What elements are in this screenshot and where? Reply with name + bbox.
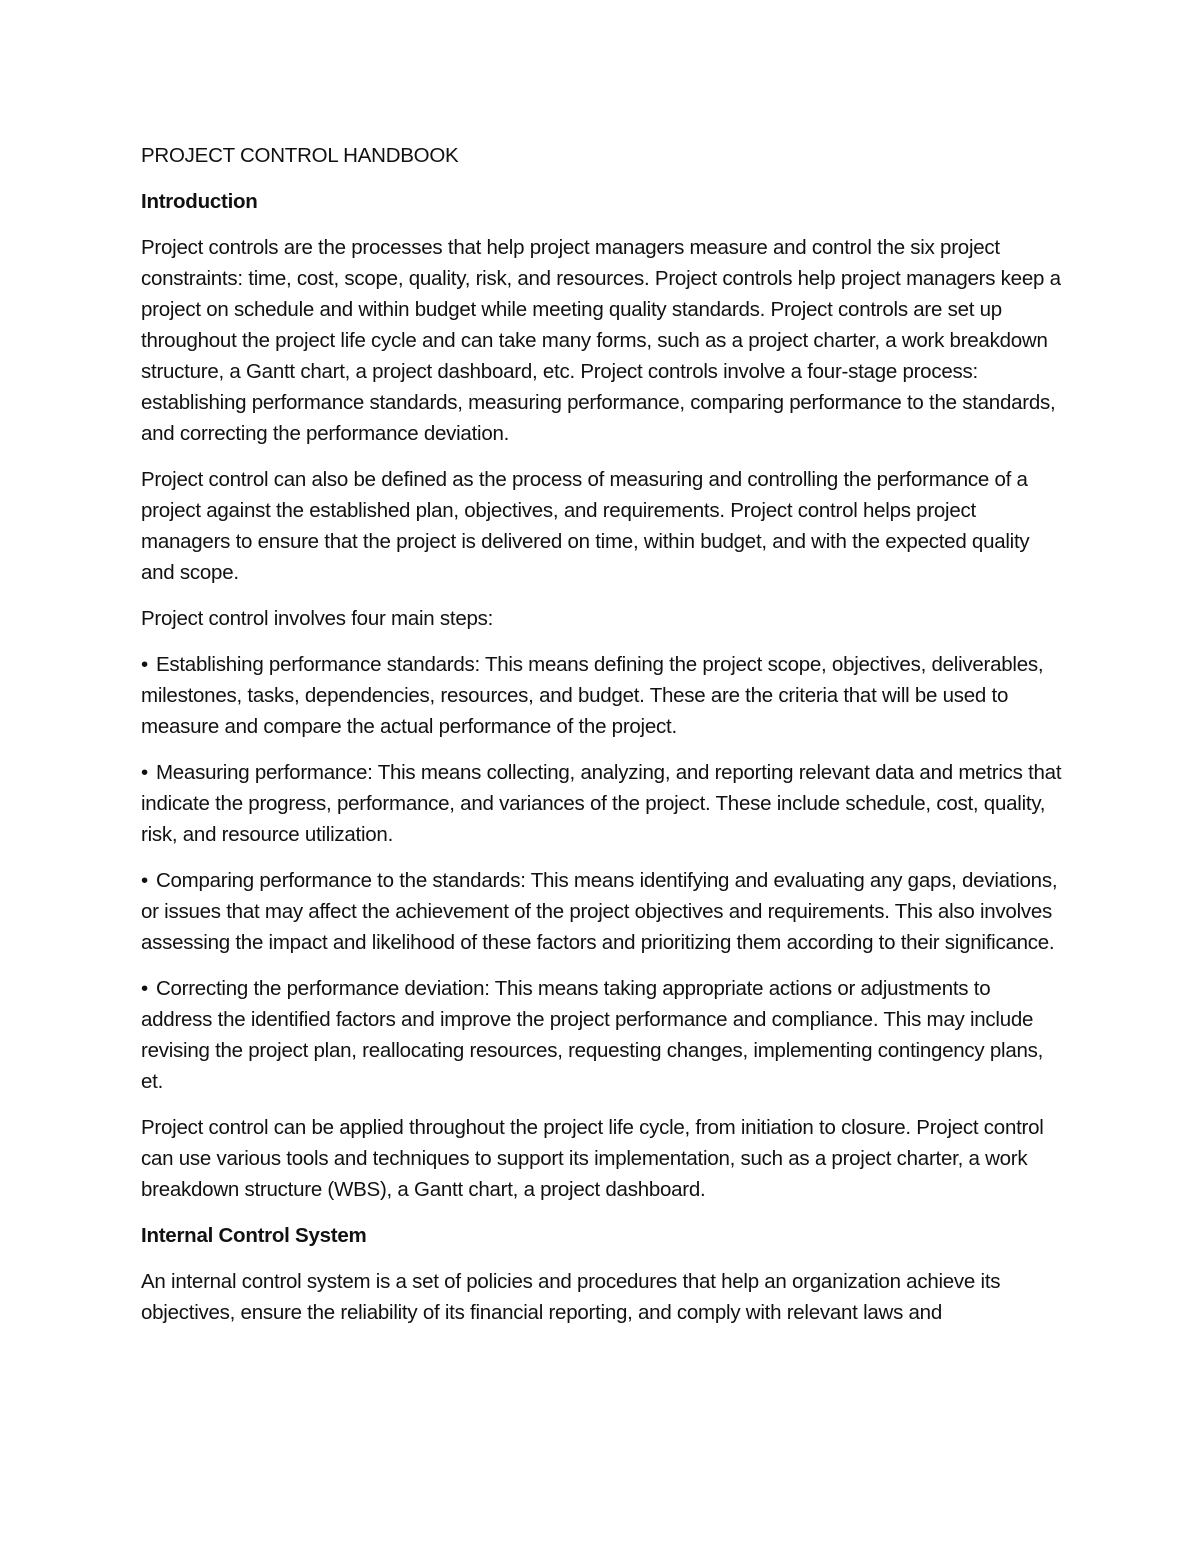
list-item: [141, 757, 1066, 850]
bullet-icon: •: [141, 761, 148, 784]
document-title: PROJECT CONTROL HANDBOOK: [141, 144, 459, 167]
section-heading-internal-control: Internal Control System: [141, 1224, 367, 1247]
bullet-icon: •: [141, 977, 148, 1000]
document-body: [141, 140, 1066, 1343]
internal-control-paragraph-1: An internal control system is a set of policies and procedures that help an organization achieve its objectives, ensure the reliability of its financial reporting, and comply with relevant laws and: [141, 1270, 1001, 1324]
bullet-text: Correcting the performance deviation: This means taking appropriate actions or adjustments to address the identified factors and improve the project performance and compliance. This may include revising the project plan, reallocating resources, requesting changes, implementing contingency plans, et.: [141, 977, 1044, 1093]
bullet-icon: •: [141, 653, 148, 676]
list-item: [141, 865, 1066, 958]
bullet-text: Measuring performance: This means collecting, analyzing, and reporting relevant data and metrics that indicate the progress, performance, and variances of the project. These include schedule, cost, quality, risk, and resource utilization.: [141, 761, 1062, 846]
list-item: [141, 973, 1066, 1097]
bullet-text: Comparing performance to the standards: This means identifying and evaluating any gaps, deviations, or issues that may affect the achievement of the project objectives and requirements. This also involves assessing the impact and likelihood of these factors and prioritizing them according to their significance.: [141, 869, 1058, 954]
list-item: [141, 649, 1066, 742]
intro-paragraph-3: Project control involves four main steps:: [141, 607, 494, 630]
section-heading-introduction: Introduction: [141, 190, 258, 213]
intro-paragraph-4: Project control can be applied throughout the project life cycle, from initiation to closure. Project control can use various tools and techniques to support its implementation, such as a project charter, a work breakdown structure (WBS), a Gantt chart, a project dashboard.: [141, 1116, 1044, 1201]
bullet-text: Establishing performance standards: This means defining the project scope, objectives, deliverables, milestones, tasks, dependencies, resources, and budget. These are the criteria that will be used to measure and compare the actual performance of the project.: [141, 653, 1044, 738]
intro-paragraph-2: Project control can also be defined as the process of measuring and controlling the performance of a project against the established plan, objectives, and requirements. Project control helps project managers to ensure that the project is delivered on time, within budget, and with the expected quality and scope.: [141, 468, 1030, 584]
intro-paragraph-1: Project controls are the processes that help project managers measure and control the six project constraints: time, cost, scope, quality, risk, and resources. Project controls help project managers keep a project on schedule and within budget while meeting quality standards. Project controls are set up throughout the project life cycle and can take many forms, such as a project charter, a work breakdown structure, a Gantt chart, a project dashboard, etc. Project controls involve a four-stage process: establishing performance standards, measuring performance, comparing performance to the standards, and correcting the performance deviation.: [141, 236, 1061, 445]
bullet-icon: •: [141, 869, 148, 892]
